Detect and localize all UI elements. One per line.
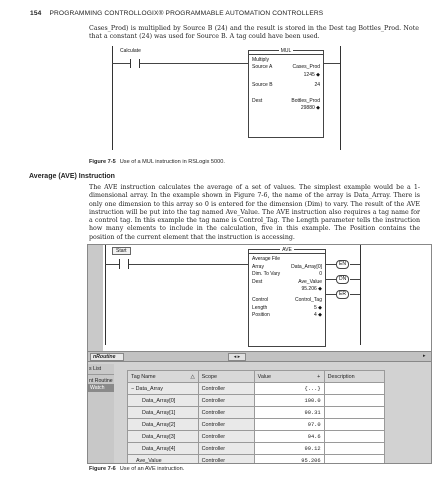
routine-label: nt Routine (88, 374, 114, 384)
output-wire (350, 264, 360, 265)
output-wire (350, 294, 360, 295)
tag-table (127, 370, 385, 464)
block-title: AVE (282, 247, 292, 253)
param-value: 5 (313, 304, 317, 311)
rung-label: Start (112, 247, 131, 255)
left-power-rail (105, 245, 106, 345)
caption-label: Figure 7-6 (89, 466, 116, 472)
description-cell[interactable] (324, 443, 384, 455)
source-b-label: Source B (252, 82, 273, 89)
value-cell[interactable]: 90.31 (254, 407, 324, 419)
caption-text: Use of a MUL instruction in RSLogix 5000. (119, 159, 225, 165)
contact-symbol (119, 259, 129, 269)
output-wire (350, 279, 360, 280)
figure-7-6-caption (89, 466, 184, 472)
caption-label: Figure 7-5 (89, 159, 116, 165)
caption-text: Use of an AVE instruction. (119, 466, 185, 472)
table-row[interactable] (128, 455, 385, 465)
block-title: MUL (280, 48, 292, 54)
source-b-value: 24 (314, 82, 320, 89)
tag-name-cell: − Data_Array (128, 383, 199, 395)
scope-cell: Controller (198, 419, 254, 431)
tag-name-cell: Data_Array[4] (128, 443, 199, 455)
output-wire (326, 279, 336, 280)
scope-cell: Controller (198, 431, 254, 443)
dest-tag: Bottles_Prod (291, 97, 320, 104)
ave-paragraph: The AVE instruction calculates the average of a set of values. The simplest example would be a 1-dimensional array. In the example shown in Figure 7-6, the name of the array is Data_Array. There is only one dimension to this array so 0 is entered for the dimension (Dim) to vary. The result of the AVE instruction will be put into the tag named Ave_Value. The AVE instruction also requires a tag name for a control tag. In this example the tag name is Control_Tag. The Length parameter tells the instruction how many elements to include in the calculation, five in this example. The Position contains the position of the current element that the instruction is accessing. (89, 184, 420, 241)
table-row[interactable] (128, 383, 385, 395)
param-value: Data_Array[0] (291, 263, 322, 270)
rslogix-screenshot (87, 244, 432, 464)
table-row[interactable] (128, 407, 385, 419)
value-cell[interactable]: 99.12 (254, 443, 324, 455)
col-header-tag-name[interactable]: Tag Name (128, 371, 188, 383)
scope-cell: Controller (198, 443, 254, 455)
rung-wire (129, 264, 248, 265)
rung-wire (140, 63, 248, 64)
rung-wire (105, 264, 119, 265)
en-output: EN (336, 260, 349, 269)
tag-name-cell: Data_Array[3] (128, 431, 199, 443)
routine-tab[interactable]: nRoutine (90, 353, 124, 361)
description-cell[interactable] (324, 455, 384, 465)
col-header-scope[interactable]: Scope (198, 371, 254, 383)
output-wire (326, 264, 336, 265)
table-row[interactable] (128, 443, 385, 455)
expand-icon[interactable]: + (314, 371, 324, 383)
er-output: ER (336, 290, 349, 299)
param-label: Position (252, 312, 270, 319)
section-heading: Average (AVE) Instruction (29, 173, 115, 180)
param-label: Control (252, 296, 269, 303)
dest-label: Dest (252, 97, 263, 104)
col-header-value[interactable]: Value (254, 371, 314, 383)
tag-name-cell: Data_Array[1] (128, 407, 199, 419)
table-row[interactable] (128, 419, 385, 431)
ave-instruction-block: AVE Average File Array Data_Array[0] Dim. To Vary 0 Dest Ave_Value 95.206 ◆ Control Control_Tag Length 5 ◆ Position 4 ◆ (248, 249, 326, 347)
description-cell[interactable] (324, 395, 384, 407)
param-value: Ave_Value (298, 278, 322, 285)
param-label: Dest (252, 278, 263, 285)
scope-cell: Controller (198, 383, 254, 395)
table-header-row (128, 371, 385, 383)
dn-output: DN (336, 275, 349, 284)
param-value: Control_Tag (295, 296, 322, 303)
param-value: 95.206 (301, 286, 317, 293)
dest-value: 29880 (300, 105, 315, 112)
ladder-editor (88, 245, 432, 351)
sort-icon[interactable]: △ (188, 371, 199, 383)
left-pane (88, 364, 114, 464)
running-title: PROGRAMMING CONTROLLOGIX® PROGRAMMABLE AUTOMATION CONTROLLERS (49, 10, 324, 17)
description-cell[interactable] (324, 383, 384, 395)
param-label: Length (252, 304, 268, 311)
right-power-rail (340, 46, 341, 150)
rung-wire (112, 63, 130, 64)
scroll-arrows[interactable]: ◂ ▸ (228, 353, 246, 361)
rung-wire (324, 63, 340, 64)
table-row[interactable] (128, 431, 385, 443)
figure-7-5-diagram (112, 46, 342, 151)
rung-gutter (88, 245, 103, 351)
value-cell[interactable]: 94.6 (254, 431, 324, 443)
scope-cell: Controller (198, 455, 254, 465)
tag-list-label: s List (89, 366, 102, 372)
value-cell[interactable]: 100.0 (254, 395, 324, 407)
value-cell[interactable]: 95.206 (254, 455, 324, 465)
param-label: Array (252, 263, 264, 270)
block-name: Average File (252, 256, 280, 262)
source-a-label: Source A (252, 64, 273, 71)
description-cell[interactable] (324, 419, 384, 431)
param-label: Dim. To Vary (252, 271, 281, 278)
rung-label: Calculate (120, 48, 141, 54)
description-cell[interactable] (324, 431, 384, 443)
col-header-description[interactable]: Description (324, 371, 384, 383)
left-power-rail (112, 46, 113, 150)
scope-cell: Controller (198, 407, 254, 419)
block-name: Multiply (252, 57, 269, 63)
param-value: 4 (313, 312, 317, 319)
table-row[interactable] (128, 395, 385, 407)
contact-symbol (130, 59, 140, 68)
source-a-value: 1245 (303, 71, 315, 78)
running-header (30, 10, 420, 17)
value-cell[interactable]: 97.0 (254, 419, 324, 431)
intro-paragraph: Cases_Prod) is multiplied by Source B (24) and the result is stored in the Dest tag Bottles_Prod. Note that a constant (24) was used for Source B. A tag could have been used. (89, 25, 419, 41)
output-wire (326, 294, 336, 295)
tag-name-cell: Ave_Value (128, 455, 199, 465)
figure-7-5-caption (89, 159, 225, 165)
param-value: 0 (319, 271, 322, 278)
description-cell[interactable] (324, 407, 384, 419)
source-a-tag: Cases_Prod (292, 64, 320, 71)
page-number: 154 (30, 10, 42, 17)
mul-instruction-block: MUL Multiply Source A Cases_Prod 1245 ◆ Source B 24 Dest Bottles_Prod 29880 ◆ (248, 50, 324, 138)
tag-name-cell: Data_Array[2] (128, 419, 199, 431)
right-power-rail (360, 245, 361, 345)
tag-name-cell: Data_Array[0] (128, 395, 199, 407)
scope-cell: Controller (198, 395, 254, 407)
routine-tab-bar (88, 351, 432, 362)
scroll-right-icon[interactable]: ▸ (423, 353, 426, 359)
value-cell[interactable]: {...} (254, 383, 324, 395)
watch-tab[interactable]: Watch (88, 384, 114, 392)
